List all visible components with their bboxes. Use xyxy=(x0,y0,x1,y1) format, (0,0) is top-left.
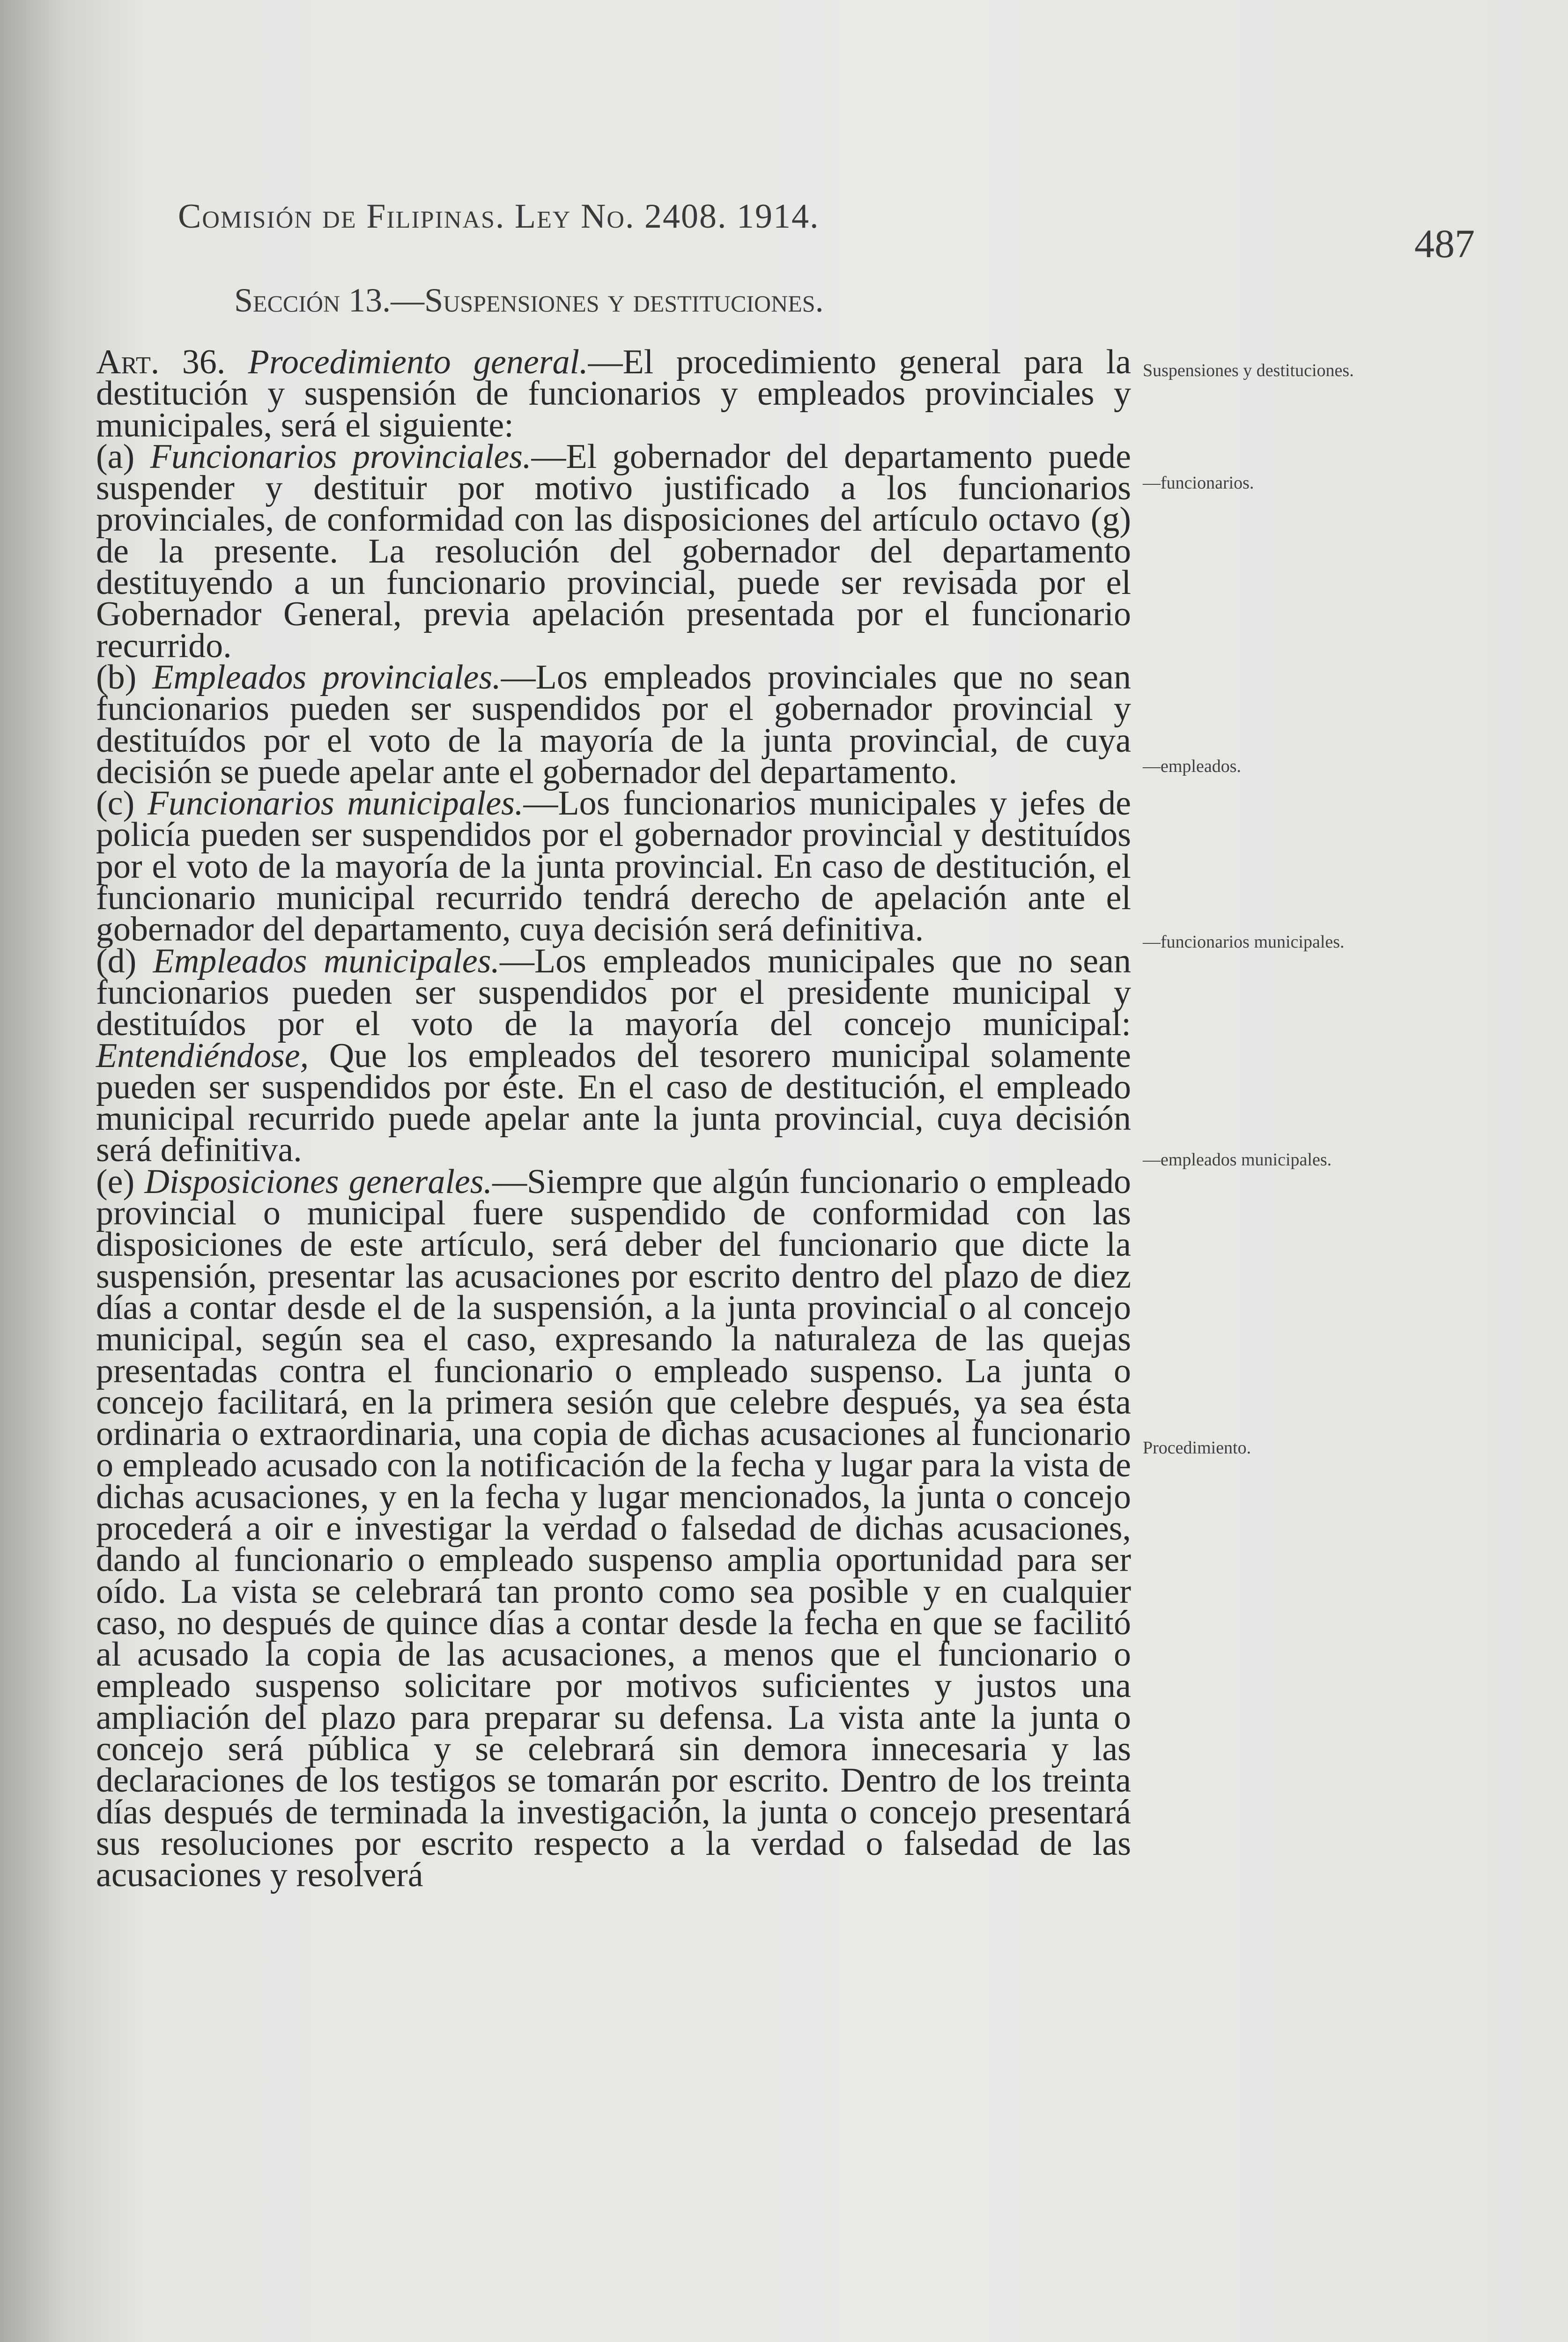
paragraph-d xyxy=(96,941,1131,1170)
margin-note: Procedimiento. xyxy=(1143,1438,1251,1458)
paragraph-emphasis: Entendiéndose, xyxy=(96,1036,309,1075)
paragraph-text: —El gobernador del departamento puede suspender y destituir por motivo justificado a los funcionarios provinciales, de conformidad con las disposiciones del artículo octavo (g) de la presente. La resolución del gobernador del departamento destituyendo a un funcionario provincial, puede ser revisada por el Gobernador General, previa apelación presentada por el funcionario recurrido. xyxy=(96,437,1131,665)
page-number: 487 xyxy=(1414,221,1475,266)
paragraph-a xyxy=(96,437,1131,665)
paragraph-title: Disposiciones generales. xyxy=(144,1162,493,1201)
running-head: Comisión de Filipinas. Ley No. 2408. 1914. xyxy=(178,197,820,236)
article-intro-text: —El procedimiento general para la destitución y suspensión de funcionarios y empleados provinciales y municipales, será el siguiente: xyxy=(96,343,1132,445)
margin-note: —empleados municipales. xyxy=(1143,1150,1332,1170)
margin-note: Suspensiones y destituciones. xyxy=(1143,361,1354,380)
paragraph-title: Empleados provinciales. xyxy=(152,658,501,697)
paragraph-text-after: Que los empleados del tesorero municipal solamente pueden ser suspendidos por éste. En el caso de destitución, el empleado municipal recurrido puede apelar ante la junta provincial, cuya decisión será definitiva. xyxy=(96,1036,1131,1170)
paragraph-letter: (b) xyxy=(96,658,137,697)
paragraph-title: Funcionarios municipales. xyxy=(147,784,524,823)
paragraph-c xyxy=(96,784,1132,949)
paragraph-e xyxy=(96,1162,1131,1895)
article-body xyxy=(96,343,1132,1895)
article-title: Procedimiento general. xyxy=(248,343,588,381)
article-intro xyxy=(96,343,1132,445)
margin-note: —empleados. xyxy=(1143,756,1242,776)
margin-note: —funcionarios municipales. xyxy=(1143,932,1345,952)
paragraph-letter: (a) xyxy=(96,437,135,476)
paragraph-title: Funcionarios provinciales. xyxy=(150,437,532,476)
section-title xyxy=(234,281,1124,320)
paragraph-text: —Siempre que algún funcionario o empleado provincial o municipal fuere suspendido de conformidad con las disposiciones de este artículo, será deber del funcionario que dicte la suspensión, presentar las acusaciones por escrito dentro del plazo de diez días a contar desde el de la suspensión, a la junta provincial o al concejo municipal, según sea el caso, expresando la naturaleza de las quejas presentadas contra el funcionario o empleado suspenso. La junta o concejo facilitará, en la primera sesión que celebre después, ya sea ésta ordinaria o extraordinaria, una copia de dichas acusaciones al funcionario o empleado acusado con la notificación de la fecha y lugar para la vista de dichas acusaciones, y en la fecha y lugar mencionados, la junta o concejo procederá a oir e investigar la verdad o falsedad de dichas acusaciones, dando al funcionario o empleado suspenso amplia oportunidad para ser oído. La vista se celebrará tan pronto como sea posible y en cualquier caso, no después de quince días a contar desde la fecha en que se facilitó al acusado la copia de las acusaciones, a menos que el funcionario o empleado suspenso solicitare por motivos suficientes y justos una ampliación del plazo para preparar su defensa. La vista ante la junta o concejo será pública y se celebrará sin demora innecesaria y las declaraciones de los testigos se tomarán por escrito. Dentro de los treinta días después de terminada la investigación, la junta o concejo presentará sus resoluciones por escrito respecto a la verdad o falsedad de las acusaciones y resolverá xyxy=(96,1162,1131,1895)
paragraph-text: —Los empleados provinciales que no sean funcionarios pueden ser suspendidos por el gobernador provincial y destituídos por el voto de la mayoría de la junta provincial, de cuya decisión se puede apelar ante el gobernador del departamento. xyxy=(96,658,1131,791)
paragraph-letter: (c) xyxy=(96,784,135,823)
paragraph-letter: (d) xyxy=(96,941,137,980)
paragraph-text-before: —Los empleados municipales que no sean funcionarios pueden ser suspendidos por el presidente municipal y destituídos por el voto de la mayoría del concejo municipal: xyxy=(96,941,1131,1044)
paragraph-text: —Los funcionarios municipales y jefes de policía pueden ser suspendidos por el gobernador provincial y destituídos por el voto de la mayoría de la junta provincial. En caso de destitución, el funcionario municipal recurrido tendrá derecho de apelación ante el gobernador del departamento, cuya decisión será definitiva. xyxy=(96,784,1132,949)
paragraph-letter: (e) xyxy=(96,1162,135,1201)
article-number: Art. 36. xyxy=(96,343,226,381)
margin-note: —funcionarios. xyxy=(1143,473,1254,493)
section-title-text: Sección 13.—Suspensiones y destituciones. xyxy=(234,282,824,319)
paragraph-b xyxy=(96,658,1131,791)
paragraph-title: Empleados municipales. xyxy=(153,941,500,980)
